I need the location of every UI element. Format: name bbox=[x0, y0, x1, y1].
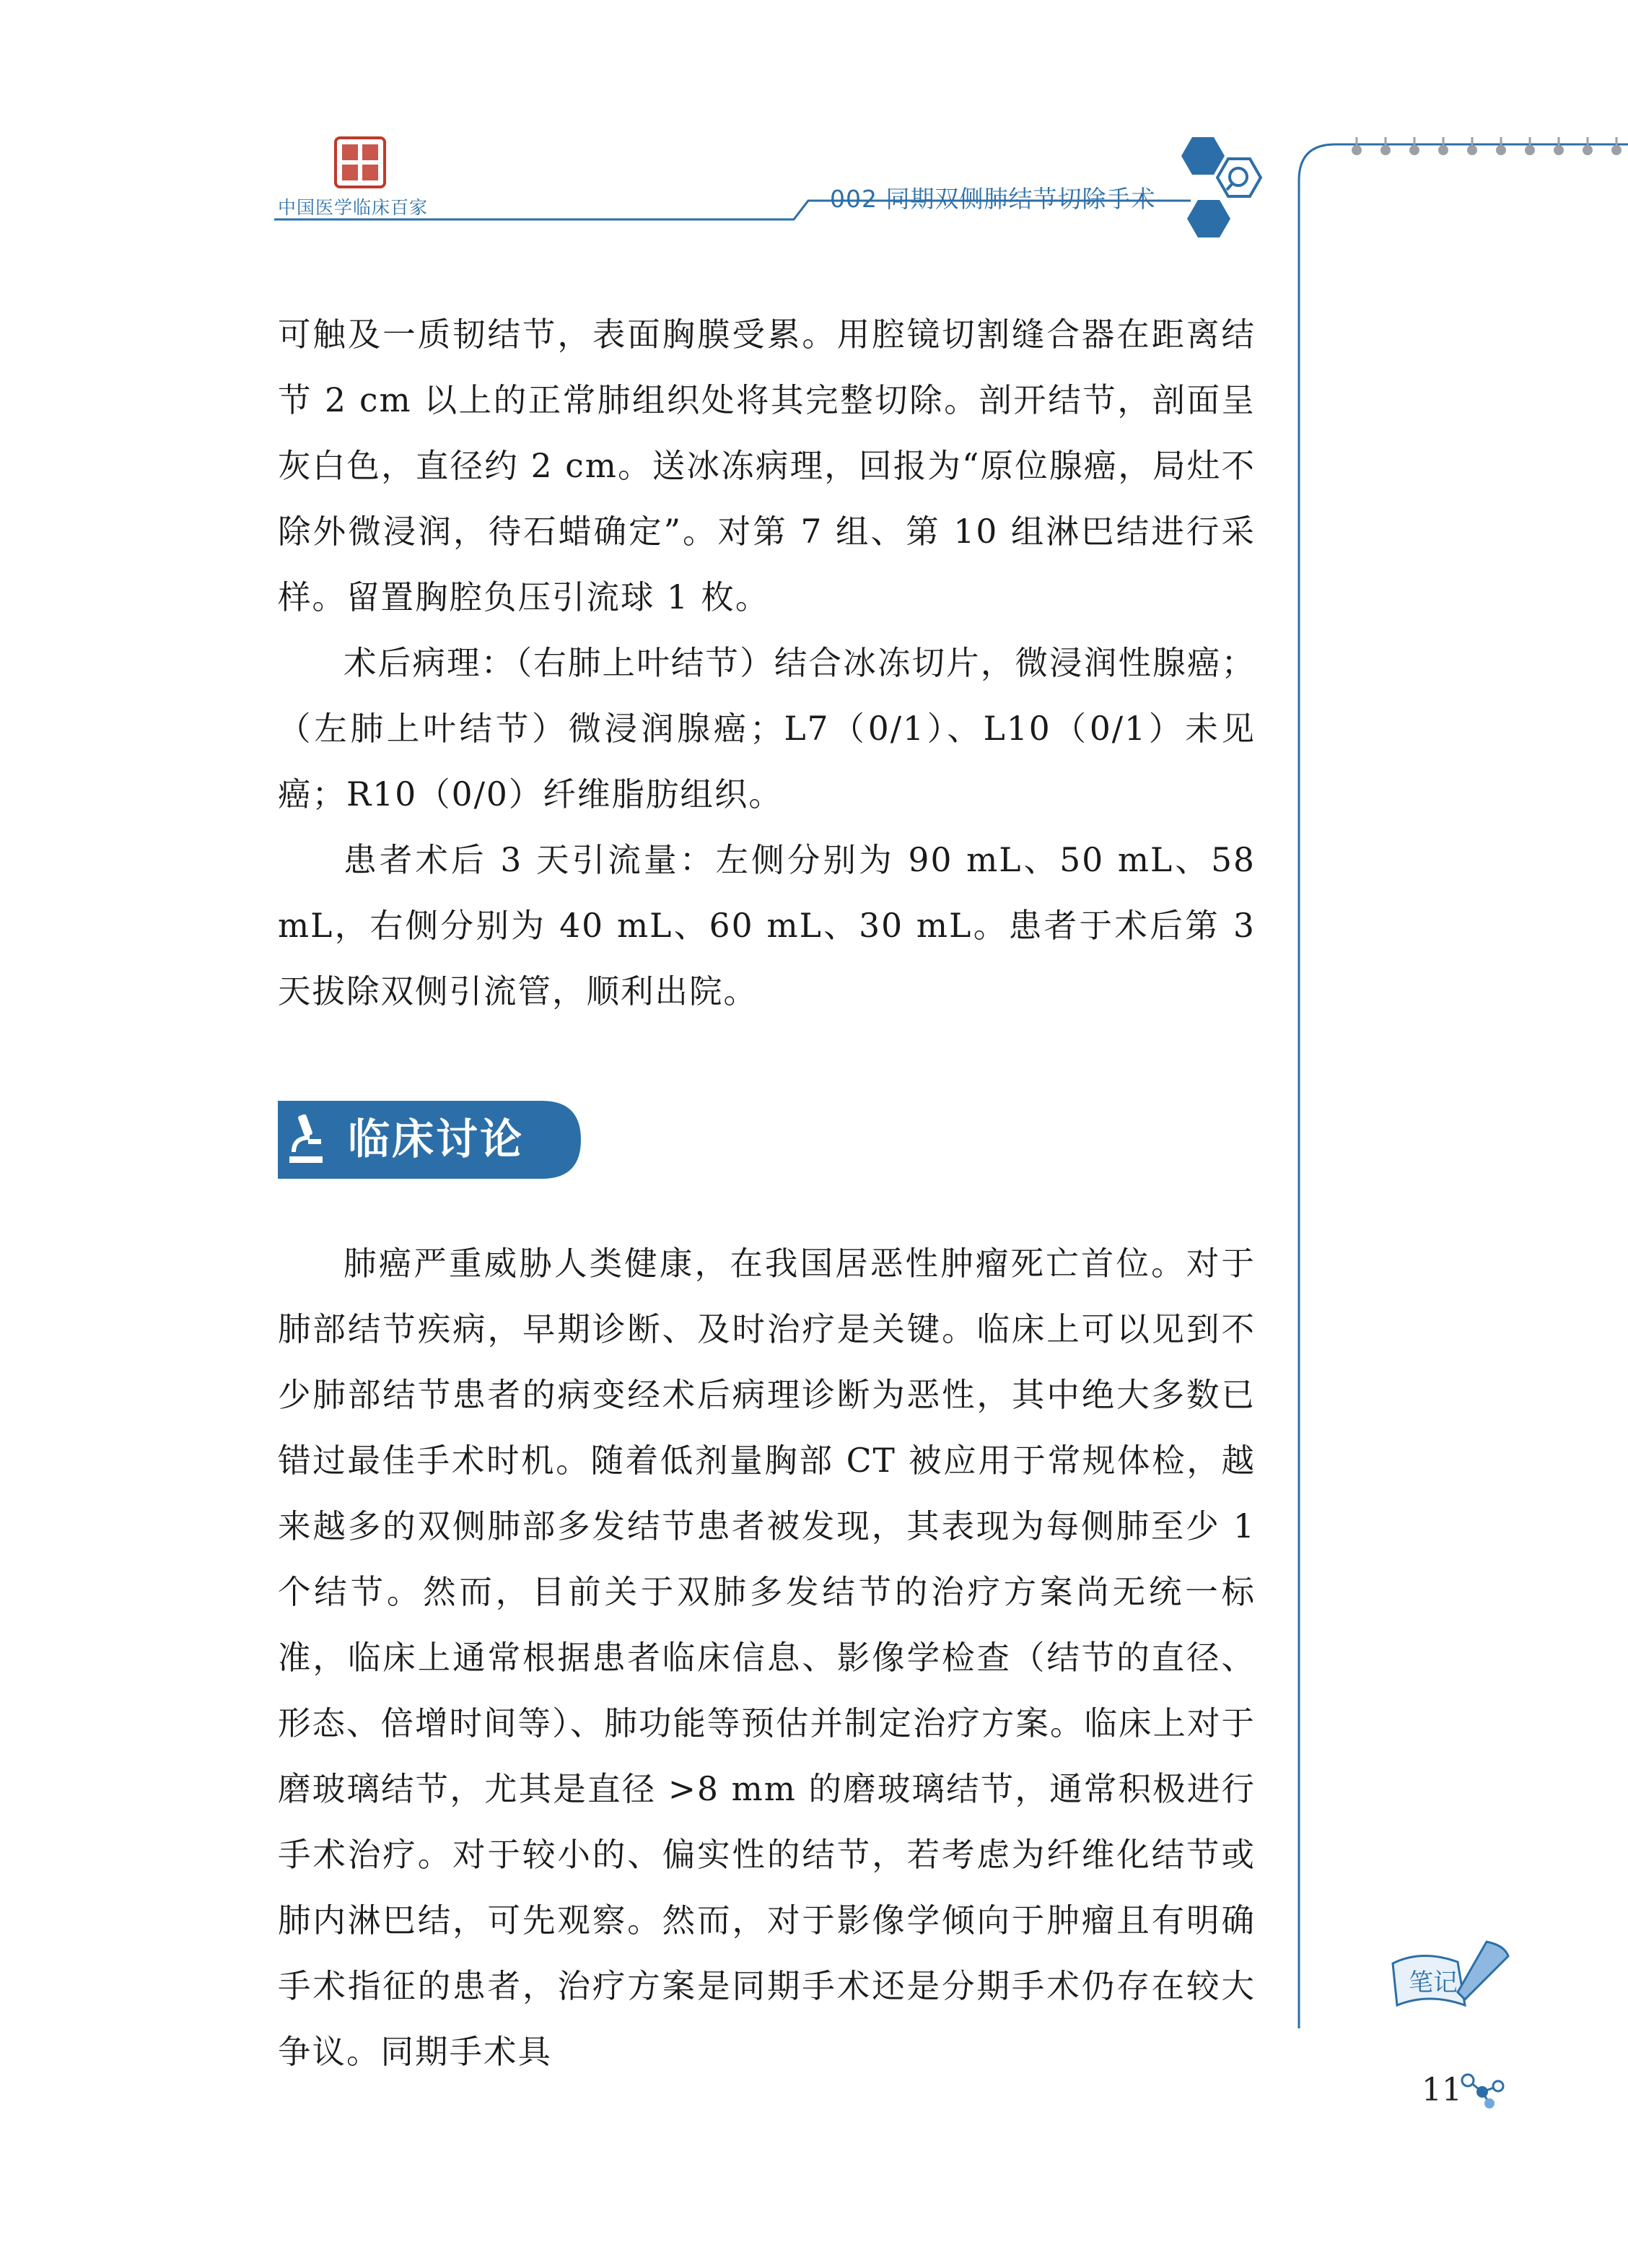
molecule-icon bbox=[1458, 2070, 1508, 2110]
paragraph: 肺癌严重威胁人类健康，在我国居恶性肿瘤死亡首位。对于肺部结节疾病，早期诊断、及时治疗是关键。临床上可以见到不少肺部结节患者的病变经术后病理诊断为恶性，其中绝大多数已错过最佳手术时机。随着低剂量胸部 CT 被应用于常规体检，越来越多的双侧肺部多发结节患者被发现，其表现为每侧肺至少 1 个结节。然而，目前关于双肺多发结节的治疗方案尚无统一标准，临床上通常根据患者临床信息、影像学检查（结节的直径、形态、倍增时间等）、肺功能等预估并制定治疗方案。临床上对于磨玻璃结节，尤其是直径 >8 mm 的磨玻璃结节，通常积极进行手术治疗。对于较小的、偏实性的结节，若考虑为纤维化结节或肺内淋巴结，可先观察。然而，对于影像学倾向于肿瘤且有明确手术指征的患者，治疗方案是同期手术还是分期手术仍存在较大争议。同期手术具 bbox=[278, 1244, 1256, 2071]
section-title: 临床讨论 bbox=[348, 1115, 525, 1164]
notes-pen-icon bbox=[1378, 1935, 1515, 2014]
paragraph: 可触及一质韧结节，表面胸膜受累。用腔镜切割缝合器在距离结节 2 cm 以上的正常肺组织处将其完整切除。剖开结节，剖面呈灰白色，直径约 2 cm。送冰冻病理，回报为“原位腺癌，局灶不除外微浸润，待石蜡确定”。对第 7 组、第 10 组淋巴结进行采样。留置胸腔负压引流球 1 枚。 bbox=[278, 315, 1256, 616]
page-number: 11 bbox=[1422, 2072, 1462, 2108]
body-section-discussion bbox=[278, 1231, 1256, 2085]
seal-logo-icon bbox=[333, 136, 387, 191]
microscope-icon bbox=[286, 1112, 328, 1168]
paragraph: 术后病理：（右肺上叶结节）结合冰冻切片，微浸润性腺癌；（左肺上叶结节）微浸润腺癌；L7（0/1）、L10（0/1）未见癌；R10（0/0）纤维脂肪组织。 bbox=[278, 644, 1256, 814]
notes-margin-panel bbox=[1277, 137, 1628, 2028]
hexagon-magnifier-icon bbox=[1169, 134, 1263, 242]
body-section-top bbox=[278, 302, 1256, 1024]
series-title: 中国医学临床百家 bbox=[278, 197, 429, 218]
notes-label: 笔记 bbox=[1409, 1968, 1458, 1997]
paragraph: 患者术后 3 天引流量：左侧分别为 90 mL、50 mL、58 mL，右侧分别为 40 mL、60 mL、30 mL。患者于术后第 3 天拔除双侧引流管，顺利出院。 bbox=[278, 841, 1256, 1011]
chapter-title: 002 同期双侧肺结节切除手术 bbox=[830, 185, 1156, 213]
